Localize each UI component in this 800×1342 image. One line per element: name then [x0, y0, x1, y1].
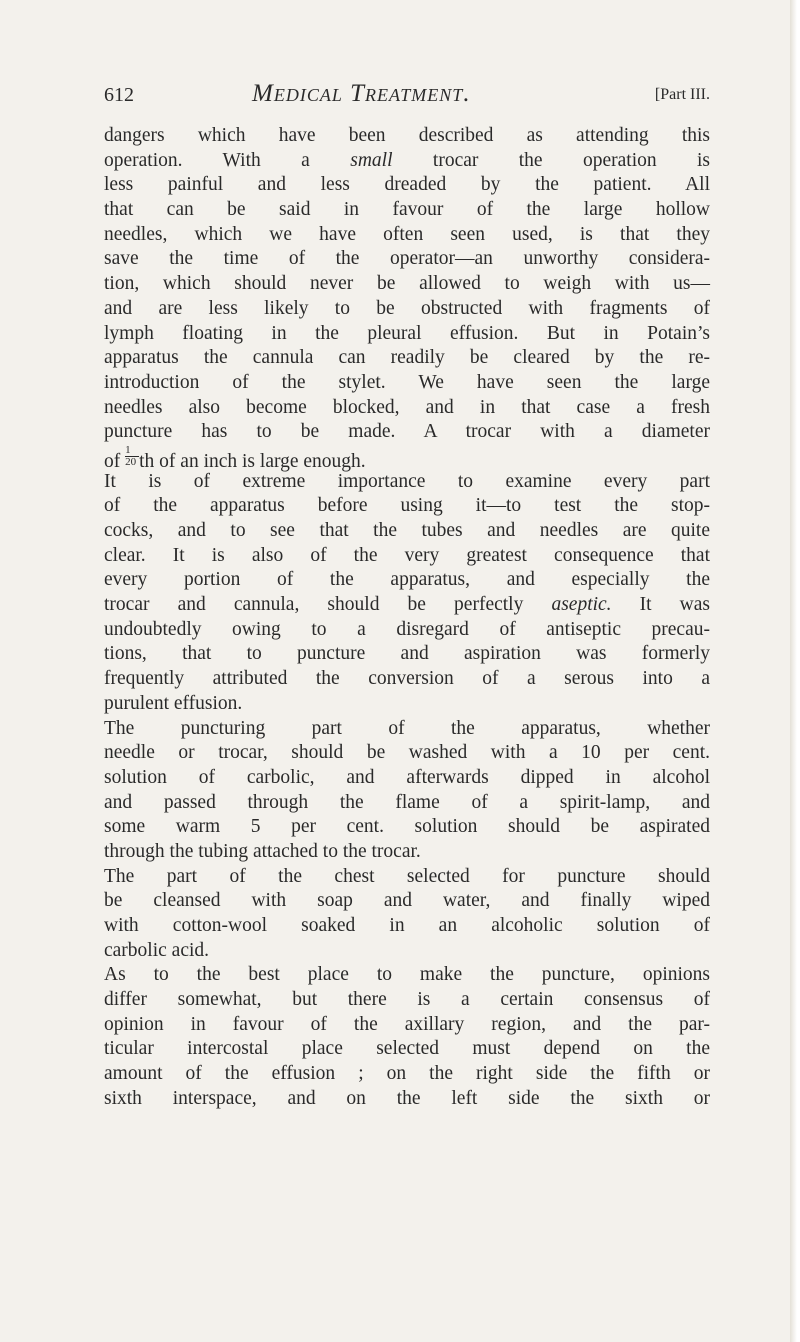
- body-text: [104, 124, 710, 1112]
- text-line: save the time of the operator—an unworthy considera-: [104, 248, 710, 270]
- text-line: needles also become blocked, and in that case a fresh: [104, 396, 710, 418]
- text-line: apparatus the cannula can readily be cleared by the re-: [104, 347, 710, 369]
- text-line: through the tubing attached to the trocar.: [104, 840, 421, 862]
- text-line: of the apparatus before using it—to test the stop-: [104, 495, 710, 517]
- text-line: opinion in favour of the axillary region, and the par-: [104, 1013, 710, 1035]
- text-line: needles, which we have often seen used, is that they: [104, 223, 710, 245]
- emphasis: aseptic.: [551, 594, 612, 616]
- text-line: and passed through the flame of a spirit-lamp, and: [104, 791, 710, 813]
- text-line: tion, which should never be allowed to weigh with us—: [104, 273, 710, 295]
- text-line: It is of extreme importance to examine every part: [104, 470, 710, 492]
- text-line: The part of the chest selected for puncture should: [104, 865, 710, 887]
- text-line: and are less likely to be obstructed with fragments of: [104, 297, 710, 319]
- text-line: The puncturing part of the apparatus, whether: [104, 717, 710, 739]
- text-line: needle or trocar, should be washed with a 10 per cent.: [104, 742, 710, 764]
- emphasis: small: [350, 149, 393, 171]
- text-line: tions, that to puncture and aspiration was formerly: [104, 643, 710, 665]
- text-line: dangers which have been described as attending this: [104, 125, 710, 146]
- text-line: introduction of the stylet. We have seen the large: [104, 371, 710, 393]
- page-number: 612: [104, 84, 134, 106]
- running-head: [104, 80, 710, 116]
- text-line: sixth interspace, and on the left side the sixth or: [104, 1087, 710, 1109]
- text-line: As to the best place to make the puncture, opinions: [104, 964, 710, 986]
- text-line: undoubtedly owing to a disregard of antiseptic precau-: [104, 618, 710, 640]
- text-line: cocks, and to see that the tubes and needles are quite: [104, 520, 710, 541]
- text-line: clear. It is also of the very greatest consequence that: [104, 544, 710, 566]
- page-edge: [790, 0, 800, 1342]
- fraction: $\frac{1}{20}$: [125, 445, 139, 468]
- text-line: purulent effusion.: [104, 692, 243, 714]
- text-line: that can be said in favour of the large hollow: [104, 199, 710, 221]
- text-line: of $\frac{1}{20}$ th of an inch is large enough.: [104, 443, 366, 472]
- text-line: amount of the effusion ; on the right side the fifth or: [104, 1063, 710, 1085]
- part-label: [Part III.: [654, 86, 710, 103]
- text-line: lymph floating in the pleural effusion. But in Potain’s: [104, 322, 710, 344]
- text-line: be cleansed with soap and water, and finally wiped: [104, 890, 710, 912]
- text-line: operation. With a small trocar the operation is: [104, 149, 711, 171]
- running-title: Medical Treatment.: [252, 80, 471, 107]
- text-line: frequently attributed the conversion of a serous into a: [104, 668, 710, 690]
- text-line: with cotton-wool soaked in an alcoholic solution of: [104, 915, 710, 936]
- text-line: ticular intercostal place selected must depend on the: [104, 1038, 710, 1060]
- text-line: every portion of the apparatus, and especially the: [104, 569, 710, 591]
- text-line: less painful and less dreaded by the patient. All: [104, 174, 710, 196]
- text-line: carbolic acid.: [104, 939, 210, 961]
- text-line: some warm 5 per cent. solution should be aspirated: [104, 816, 710, 838]
- text-line: differ somewhat, but there is a certain consensus of: [104, 989, 710, 1011]
- text-line: puncture has to be made. A trocar with a diameter: [104, 421, 710, 443]
- text-line: trocar and cannula, should be perfectly aseptic. It was: [104, 594, 711, 616]
- text-line: solution of carbolic, and afterwards dipped in alcohol: [104, 766, 710, 788]
